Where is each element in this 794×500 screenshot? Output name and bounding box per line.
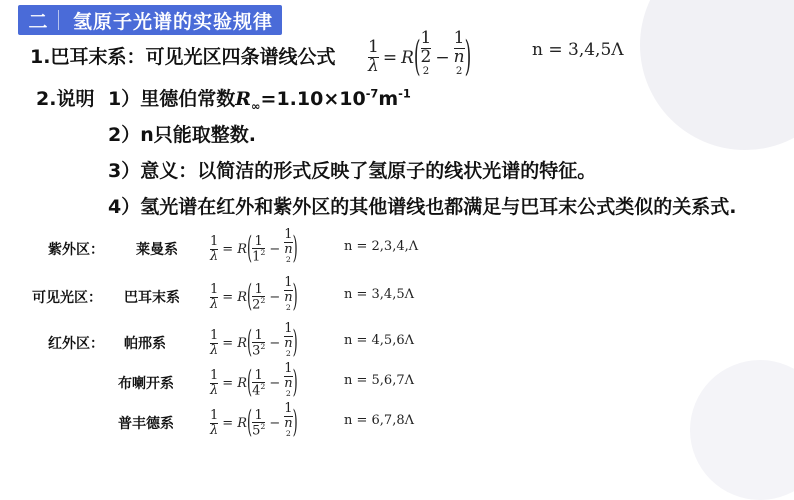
main-n-range: n = 3,4,5Λ	[532, 40, 624, 60]
point1-label: 1.巴耳末系：可见光区四条谱线公式	[30, 46, 336, 68]
formula-lhs: $\frac{1}{\lambda}$	[368, 37, 379, 77]
section-title-bar	[18, 5, 282, 35]
series-formula: $\frac{1}{\lambda}$ = R ( $\frac{1}{3^2}$ − 1 n $^2$ )	[210, 321, 298, 362]
formula-term-b: 1 n $^2$	[453, 28, 465, 77]
series-n-range: n = 2,3,4,Λ	[344, 239, 419, 254]
explain-label: 2.说明	[36, 88, 95, 110]
series-region: 可见光区：	[32, 290, 102, 306]
series-name: 布喇开系	[118, 376, 174, 392]
explain-item4: 4）氢光谱在红外和紫外区的其他谱线也都满足与巴耳末公式类似的关系式.	[108, 196, 737, 218]
decorative-circle-top-right	[640, 0, 794, 150]
series-n-range: n = 3,4,5Λ	[344, 287, 414, 302]
section-title: 氢原子光谱的实验规律	[73, 10, 274, 33]
series-formula: $\frac{1}{\lambda}$ = R ( $\frac{1}{5^2}$ − 1 n $^2$ )	[210, 401, 298, 442]
decorative-circle-bottom-right	[690, 360, 794, 500]
section-number: 二	[28, 10, 48, 33]
series-name: 巴耳末系	[124, 290, 180, 306]
series-name: 帕邢系	[124, 336, 166, 352]
main-formula: $\frac{1}{\lambda}$ = R ( 1 2 $^2$ − 1 n $^2$ )	[368, 30, 471, 85]
series-n-range: n = 4,5,6Λ	[344, 333, 414, 348]
series-region: 红外区：	[48, 336, 104, 352]
explain-item3: 3）意义：以简洁的形式反映了氢原子的线状光谱的特征。	[108, 160, 597, 182]
explain-item2: 2）n只能取整数.	[108, 124, 256, 146]
explain-item1: 1）里德伯常数$R_\infty=1.10\times 10^{-7}m^{-1}$	[108, 86, 411, 113]
series-region: 紫外区：	[48, 242, 104, 258]
series-n-range: n = 5,6,7Λ	[344, 373, 414, 388]
title-divider	[58, 10, 59, 30]
series-name: 普丰德系	[118, 416, 174, 432]
series-name: 莱曼系	[136, 242, 178, 258]
series-formula: $\frac{1}{\lambda}$ = R ( $\frac{1}{4^2}$ − 1 n $^2$ )	[210, 361, 298, 402]
series-n-range: n = 6,7,8Λ	[344, 413, 414, 428]
series-formula: $\frac{1}{\lambda}$ = R ( $\frac{1}{1^2}$ − 1 n $^2$ )	[210, 227, 298, 268]
series-formula: $\frac{1}{\lambda}$ = R ( $\frac{1}{2^2}$ − 1 n $^2$ )	[210, 275, 298, 316]
formula-term-a: 1 2 $^2$	[420, 28, 432, 77]
